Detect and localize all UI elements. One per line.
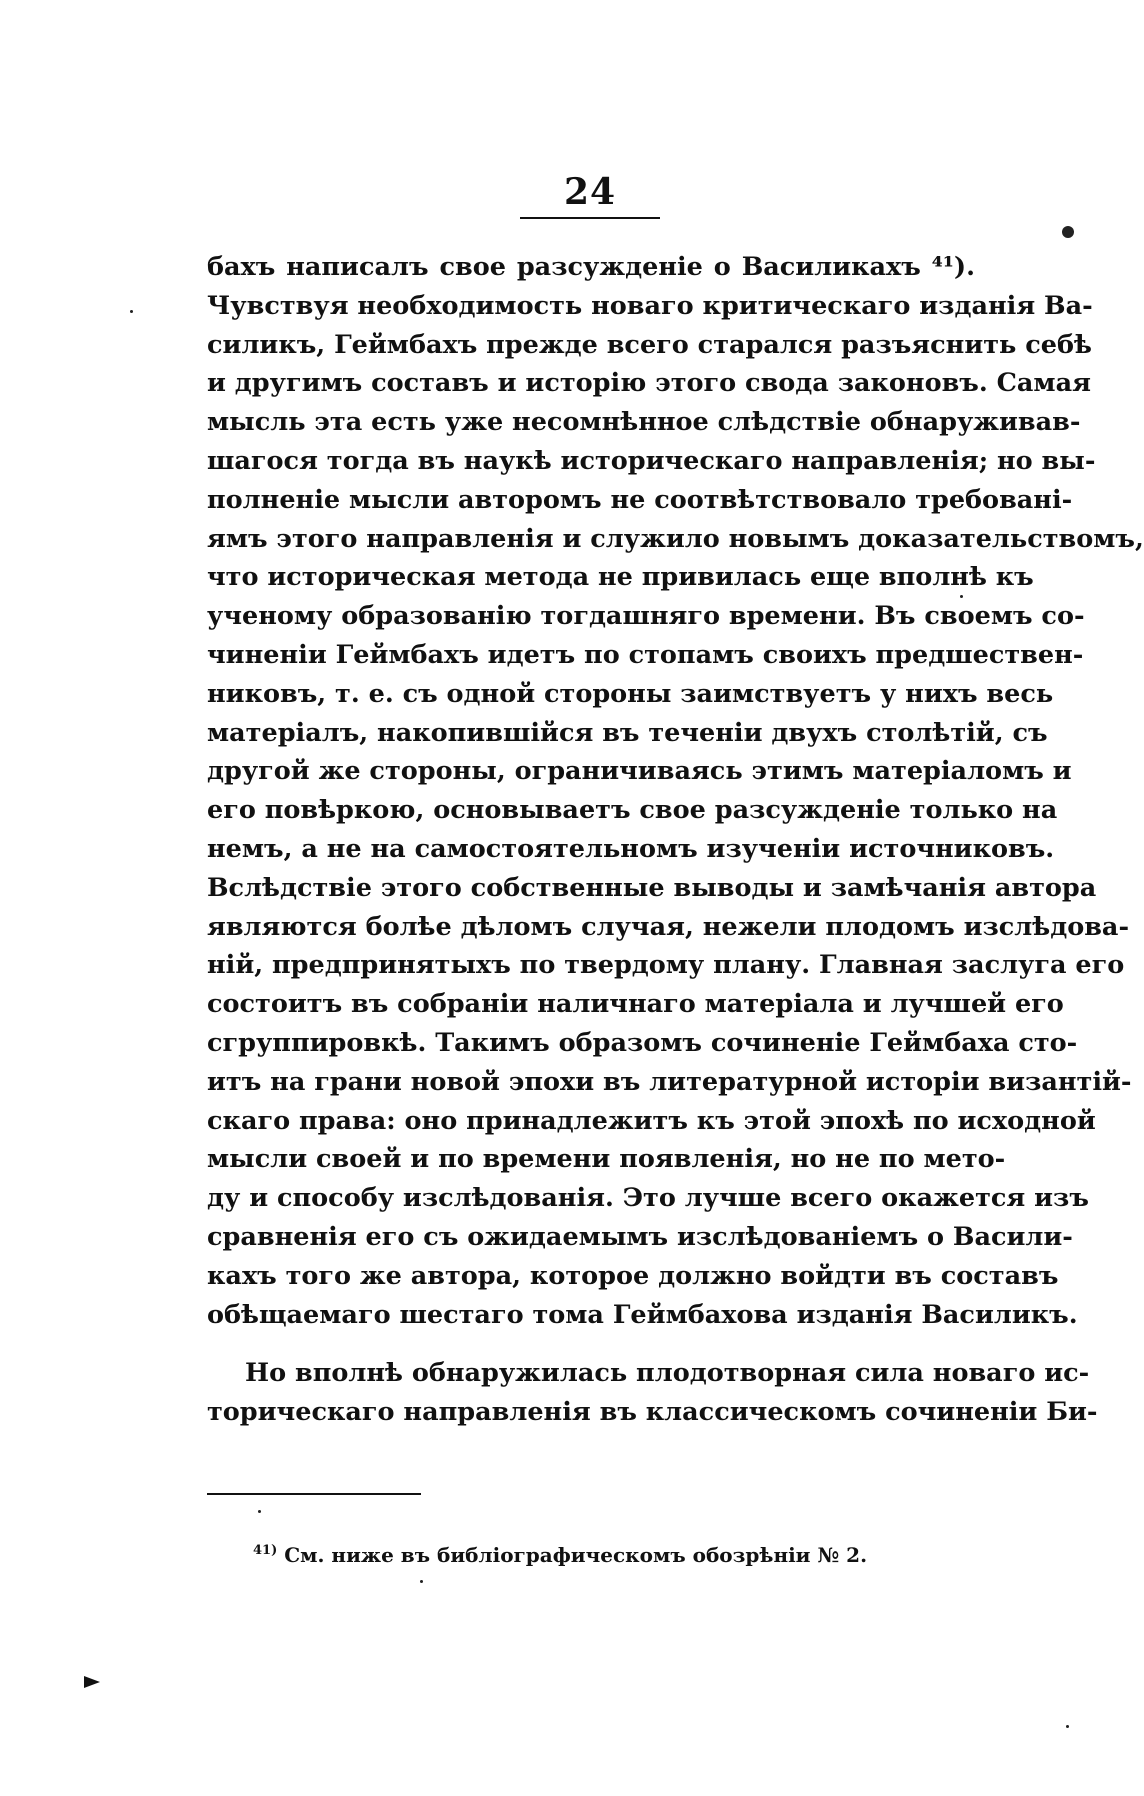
text-line: состоитъ въ собраніи наличнаго матеріала и лучшей его (207, 989, 1064, 1020)
footnote-marker: 41) (253, 1543, 278, 1558)
text-line: ученому образованію тогдашняго времени. Въ своемъ со- (207, 601, 1085, 632)
text-line: кахъ того же автора, которое должно войдти въ составъ (207, 1260, 1059, 1291)
text-line: Чувствуя необходимость новаго критическаго изданія Ва- (207, 290, 1093, 321)
text-line: силикъ, Геймбахъ прежде всего старался разъяснить себѣ (207, 329, 1092, 360)
ink-speck (1062, 226, 1074, 238)
text-line: являются болѣе дѣломъ случая, нежели плодомъ изслѣдова- (207, 911, 1130, 942)
text-line: немъ, а не на самостоятельномъ изученіи источниковъ. (207, 833, 1055, 864)
text-line: шагося тогда въ наукѣ историческаго направленія; но вы- (207, 445, 1096, 476)
text-line: итъ на грани новой эпохи въ литературной исторіи византій- (207, 1066, 1132, 1097)
text-line: матеріалъ, накопившійся въ теченіи двухъ столѣтій, съ (207, 717, 1048, 748)
text-line: никовъ, т. е. съ одной стороны заимствуетъ у нихъ весь (207, 678, 1054, 709)
text-line: мысли своей и по времени появленія, но не по мето- (207, 1144, 1006, 1175)
text-line: Но вполнѣ обнаружилась плодотворная сила новаго ис- (245, 1358, 1090, 1389)
text-line: обѣщаемаго шестаго тома Геймбахова изданія Василикъ. (207, 1299, 1078, 1330)
text-line: ду и способу изслѣдованія. Это лучше всего окажется изъ (207, 1183, 1089, 1214)
text-line: что историческая метода не привилась еще вполнѣ къ (207, 562, 1034, 593)
ink-speck (130, 310, 133, 313)
text-line: его повѣркою, основываетъ свое разсужденіе только на (207, 795, 1058, 826)
paragraph-1 (207, 248, 1144, 1334)
page-number: 24 (563, 171, 617, 213)
text-line: бахъ написалъ свое разсужденіе о Василикахъ ⁴¹). (207, 252, 975, 282)
footnote-rule (207, 1493, 421, 1495)
text-line: сравненія его съ ожидаемымъ изслѣдованіемъ о Васили- (207, 1221, 1073, 1252)
footnote-text: См. ниже въ библіографическомъ обозрѣніи № 2. (284, 1543, 868, 1567)
paragraph-2 (207, 1354, 1098, 1432)
text-line: другой же стороны, ограничиваясь этимъ матеріаломъ и (207, 756, 1072, 787)
footnote (253, 1537, 867, 1569)
body-text (207, 248, 1144, 1432)
text-line: мысль эта есть уже несомнѣнное слѣдствіе обнаруживав- (207, 407, 1081, 438)
ink-speck (960, 595, 963, 598)
text-line: чиненіи Геймбахъ идетъ по стопамъ своихъ предшествен- (207, 639, 1084, 670)
ink-speck (258, 1510, 261, 1513)
text-line: ній, предпринятыхъ по твердому плану. Главная заслуга его (207, 950, 1125, 981)
ink-speck (420, 1580, 423, 1583)
text-line: Вслѣдствіе этого собственные выводы и замѣчанія автора (207, 872, 1097, 903)
ink-speck (1066, 1725, 1069, 1728)
text-line: и другимъ составъ и исторію этого свода законовъ. Самая (207, 368, 1091, 399)
text-line: сгруппировкѣ. Такимъ образомъ сочиненіе Геймбаха сто- (207, 1027, 1078, 1058)
text-line: полненіе мысли авторомъ не соотвѣтствовало требовані- (207, 484, 1073, 515)
text-line: торическаго направленія въ классическомъ сочиненіи Би- (207, 1397, 1098, 1428)
paragraph-gap (207, 1334, 975, 1354)
page-edge-mark (84, 1676, 100, 1688)
header-rule (520, 217, 660, 219)
text-line: ямъ этого направленія и служило новымъ доказательствомъ, (207, 523, 1144, 554)
text-line: скаго права: оно принадлежитъ къ этой эпохѣ по исходной (207, 1105, 1096, 1136)
